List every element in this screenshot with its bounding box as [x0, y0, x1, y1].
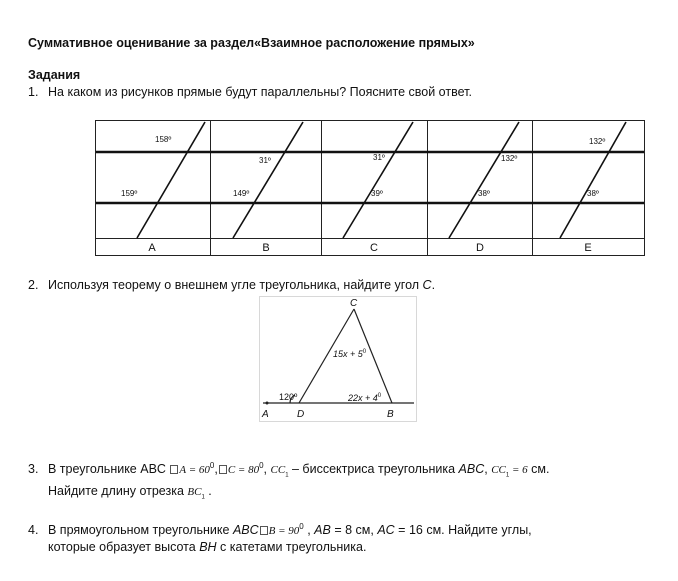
- panel-b-top-angle: 31º: [259, 156, 271, 165]
- triangle-abc: ABC: [232, 523, 259, 538]
- angle-d-ext-label: 120º: [279, 392, 298, 402]
- panel-a-bottom-angle: 159º: [121, 189, 138, 198]
- task-2-var: C: [422, 278, 432, 292]
- task-3-part1: В треугольнике ABC: [48, 462, 170, 477]
- panel-c-letter: C: [370, 242, 378, 254]
- point-b-label: B: [387, 409, 394, 420]
- segment-bc1: BC: [187, 486, 202, 498]
- point-a-dot: [266, 402, 269, 405]
- segment-bh: BH: [199, 540, 217, 554]
- angle-b-label: [347, 393, 382, 403]
- panel-e-letter: E: [584, 242, 592, 254]
- panel-d-top-angle: 132º: [501, 154, 518, 163]
- panel-b-letter: B: [262, 242, 270, 254]
- task-1-text: На каком из рисунков прямые будут параллельны? Поясните свой ответ.: [48, 85, 472, 99]
- task-1-prompt: [28, 85, 472, 99]
- point-d-label: D: [297, 409, 305, 420]
- task-3-line2-text: Найдите длину отрезка: [48, 484, 188, 498]
- task-2-text: Используя теорему о внешнем угле треугольника, найдите угол: [48, 278, 423, 292]
- panel-d-letter: D: [476, 242, 484, 254]
- panel-c-top-angle: 31º: [373, 153, 385, 162]
- angle-b-expr: 22x + 4: [348, 393, 378, 403]
- cond-angle-c-deg: 0: [259, 461, 264, 470]
- task-4-number: 4.: [28, 523, 39, 538]
- task-2-prompt: [28, 278, 435, 292]
- cc1-value: = 6: [509, 464, 528, 477]
- task-3-line-1: [28, 461, 549, 479]
- angle-symbol-icon: [219, 465, 227, 474]
- triangle-abc: ABC: [458, 462, 485, 477]
- task-4-line-1: [28, 522, 532, 537]
- section-heading: Задания: [28, 68, 81, 82]
- angle-b-deg: 0: [377, 393, 382, 399]
- task-3-line-2: [48, 484, 212, 501]
- task-3-end: .: [204, 484, 212, 498]
- panel-a-letter: A: [148, 242, 156, 254]
- panel-e-bottom-angle: 38º: [587, 189, 599, 198]
- transversal-c: [343, 122, 413, 238]
- transversal-b: [233, 122, 303, 238]
- task-4-part3: = 8 см,: [330, 523, 378, 538]
- document-title: Суммативное оценивание за раздел«Взаимное расположение прямых»: [28, 36, 475, 50]
- panel-e-top-angle: 132º: [589, 137, 606, 146]
- segment-cc1-sub: 1: [285, 472, 289, 479]
- panel-c-bottom-angle: 39º: [371, 189, 383, 198]
- triangle-figure: [259, 296, 417, 422]
- task-2-number: 2.: [28, 278, 39, 292]
- cc1-unit: см.: [527, 462, 550, 477]
- point-a-label: A: [262, 409, 269, 420]
- task-4-line2-b: с катетами треугольника.: [216, 540, 367, 554]
- cond-angle-c: C = 80: [227, 464, 260, 477]
- segment-ab: AB: [314, 523, 331, 538]
- transversal-d: [449, 122, 519, 238]
- cond-comma: ,: [263, 462, 268, 477]
- task-3-part2: – биссектриса треугольника: [288, 462, 459, 477]
- segment-cc1-b-sub: 1: [505, 472, 510, 479]
- task-4-line-2: [48, 540, 366, 554]
- task-3-part3: ,: [484, 462, 492, 477]
- task-2-end: .: [431, 278, 436, 292]
- segment-cc1-b: CC: [491, 464, 506, 477]
- angle-symbol-icon: [260, 526, 268, 535]
- panel-a-top-angle: 158º: [155, 135, 172, 144]
- segment-bc1-sub: 1: [201, 494, 205, 501]
- segment-ac: AC: [377, 523, 395, 538]
- panel-d-bottom-angle: 38º: [478, 189, 490, 198]
- task-4-part2: ,: [303, 523, 315, 538]
- panel-b-bottom-angle: 149º: [233, 189, 250, 198]
- task-3-number: 3.: [28, 462, 39, 477]
- task-4-part4: = 16 см. Найдите углы,: [394, 523, 532, 538]
- parallel-lines-figure: [95, 120, 645, 256]
- vertex-c-label: C: [350, 298, 358, 309]
- task-1-number: 1.: [28, 85, 39, 99]
- angle-c-expr: 15x + 5: [333, 349, 363, 359]
- angle-symbol-icon: [170, 465, 178, 474]
- angle-c-deg: 0: [362, 349, 367, 355]
- cond-angle-a-deg: 0: [209, 461, 215, 470]
- task-4-part1: В прямоугольном треугольнике: [48, 523, 233, 538]
- cond-angle-b-deg: 0: [299, 522, 304, 531]
- segment-cc1: CC: [270, 464, 286, 477]
- task-4-line2-a: которые образует высота: [48, 540, 200, 554]
- angle-c-label: [333, 349, 367, 359]
- cond-angle-a: A = 60: [179, 464, 210, 477]
- cond-sep: ,: [214, 462, 218, 477]
- cond-angle-b: B = 90: [268, 525, 300, 538]
